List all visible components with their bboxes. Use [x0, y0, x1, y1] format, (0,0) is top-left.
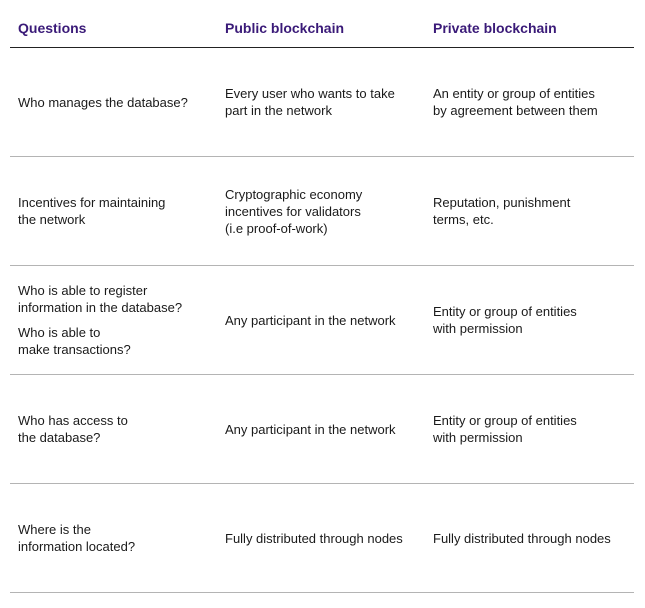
cell-line: with permission — [433, 430, 523, 445]
question-cell — [18, 266, 218, 374]
private-cell — [433, 375, 633, 483]
cell-line: An entity or group of entities — [433, 86, 595, 101]
cell-line: terms, etc. — [433, 212, 494, 227]
public-cell — [225, 48, 425, 156]
cell-line: (i.e proof-of-work) — [225, 220, 328, 236]
cell-line: Reputation, punishment — [433, 195, 571, 210]
header-questions: Questions — [18, 20, 87, 36]
cell-line: Fully distributed through nodes — [225, 530, 403, 546]
cell-line: Any participant in the network — [225, 312, 396, 328]
private-cell — [433, 266, 633, 374]
table-header — [10, 0, 634, 48]
header-public-blockchain: Public blockchain — [225, 20, 345, 36]
table-row — [10, 375, 634, 484]
table-row — [10, 157, 634, 266]
question-cell — [18, 157, 218, 265]
cell-line: Any participant in the network — [225, 421, 396, 437]
comparison-table — [10, 0, 634, 593]
cell-line: Who has access to — [18, 413, 128, 428]
cell-line: the network — [18, 212, 86, 227]
question-cell — [18, 48, 218, 156]
private-cell — [433, 157, 633, 265]
header-private-blockchain: Private blockchain — [433, 20, 557, 36]
private-cell — [433, 484, 633, 592]
cell-line: incentives for validators — [225, 203, 361, 219]
table-row — [10, 266, 634, 375]
cell-line: information in the database? — [18, 300, 183, 315]
cell-line: Entity or group of entities — [433, 413, 577, 428]
table-row — [10, 484, 634, 593]
cell-line: Fully distributed through nodes — [433, 530, 611, 546]
cell-line: Entity or group of entities — [433, 304, 577, 319]
cell-line: Who manages the database? — [18, 94, 188, 110]
cell-line: by agreement between them — [433, 103, 598, 118]
public-cell — [225, 484, 425, 592]
cell-line: Who is able to — [18, 325, 101, 340]
cell-line: Incentives for maintaining — [18, 195, 166, 210]
public-cell — [225, 266, 425, 374]
question-cell — [18, 375, 218, 483]
public-cell — [225, 375, 425, 483]
question-cell — [18, 484, 218, 592]
cell-line: with permission — [433, 321, 523, 336]
public-cell — [225, 157, 425, 265]
cell-line: the database? — [18, 430, 101, 445]
cell-line: make transactions? — [18, 342, 131, 357]
table-row — [10, 48, 634, 157]
cell-line: Who is able to register — [18, 283, 148, 298]
cell-line: part in the network — [225, 103, 332, 118]
cell-line: Every user who wants to take — [225, 86, 395, 101]
cell-line: Cryptographic economy — [225, 186, 363, 202]
cell-line: information located? — [18, 539, 136, 554]
private-cell — [433, 48, 633, 156]
cell-line: Where is the — [18, 522, 91, 537]
